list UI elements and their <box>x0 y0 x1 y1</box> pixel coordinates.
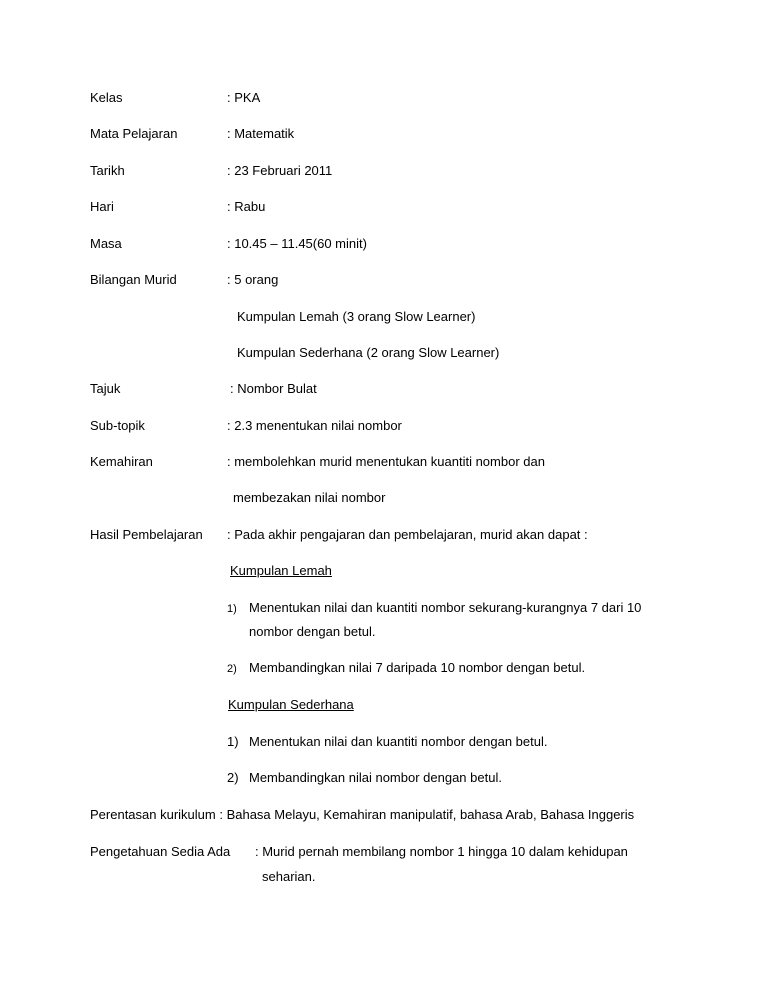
value-sub-topik: : 2.3 menentukan nilai nombor <box>227 418 402 433</box>
objective-item: Menentukan nilai dan kuantiti nombor sekurang-kurangnya 7 dari 10 <box>249 600 642 615</box>
objective-item: Membandingkan nilai 7 daripada 10 nombor dengan betul. <box>249 660 586 675</box>
value-pengetahuan-cont: seharian. <box>262 869 316 884</box>
value-kelas: : PKA <box>227 90 261 105</box>
label-tajuk: Tajuk <box>90 381 121 396</box>
objective-item: Membandingkan nilai nombor dengan betul. <box>249 770 502 785</box>
label-mata-pelajaran: Mata Pelajaran <box>90 126 178 141</box>
perentasan-kurikulum: Perentasan kurikulum : Bahasa Melayu, Kemahiran manipulatif, bahasa Arab, Bahasa Inggeris <box>90 807 635 822</box>
label-kelas: Kelas <box>90 90 123 105</box>
group-lemah-count: Kumpulan Lemah (3 orang Slow Learner) <box>237 309 476 324</box>
value-tajuk: : Nombor Bulat <box>230 381 317 396</box>
label-sub-topik: Sub-topik <box>90 418 145 433</box>
label-hasil-pembelajaran: Hasil Pembelajaran <box>90 527 203 542</box>
value-kemahiran-cont: membezakan nilai nombor <box>233 490 386 505</box>
value-kemahiran: : membolehkan murid menentukan kuantiti nombor dan <box>227 454 545 469</box>
value-tarikh: : 23 Februari 2011 <box>227 163 333 178</box>
value-pengetahuan-sedia-ada: : Murid pernah membilang nombor 1 hingga 10 dalam kehidupan <box>255 844 628 859</box>
label-bilangan-murid: Bilangan Murid <box>90 272 177 287</box>
label-kemahiran: Kemahiran <box>90 454 153 469</box>
value-masa: : 10.45 – 11.45(60 minit) <box>227 236 367 251</box>
item-number: 2) <box>227 663 237 675</box>
item-number: 1) <box>227 603 237 615</box>
group-sederhana-count: Kumpulan Sederhana (2 orang Slow Learner) <box>237 345 500 360</box>
label-tarikh: Tarikh <box>90 163 125 178</box>
heading-kumpulan-lemah: Kumpulan Lemah <box>230 563 332 578</box>
value-hari: : Rabu <box>227 199 266 214</box>
heading-kumpulan-sederhana: Kumpulan Sederhana <box>228 697 354 712</box>
label-pengetahuan-sedia-ada: Pengetahuan Sedia Ada <box>90 844 231 859</box>
value-hasil-pembelajaran: : Pada akhir pengajaran dan pembelajaran, murid akan dapat : <box>227 527 588 542</box>
objective-item: Menentukan nilai dan kuantiti nombor dengan betul. <box>249 734 548 749</box>
item-number: 2) <box>227 770 239 785</box>
label-masa: Masa <box>90 236 122 251</box>
objective-item-cont: nombor dengan betul. <box>249 624 376 639</box>
value-bilangan-murid: : 5 orang <box>227 272 279 287</box>
value-mata-pelajaran: : Matematik <box>227 126 295 141</box>
label-hari: Hari <box>90 199 114 214</box>
item-number: 1) <box>227 734 239 749</box>
